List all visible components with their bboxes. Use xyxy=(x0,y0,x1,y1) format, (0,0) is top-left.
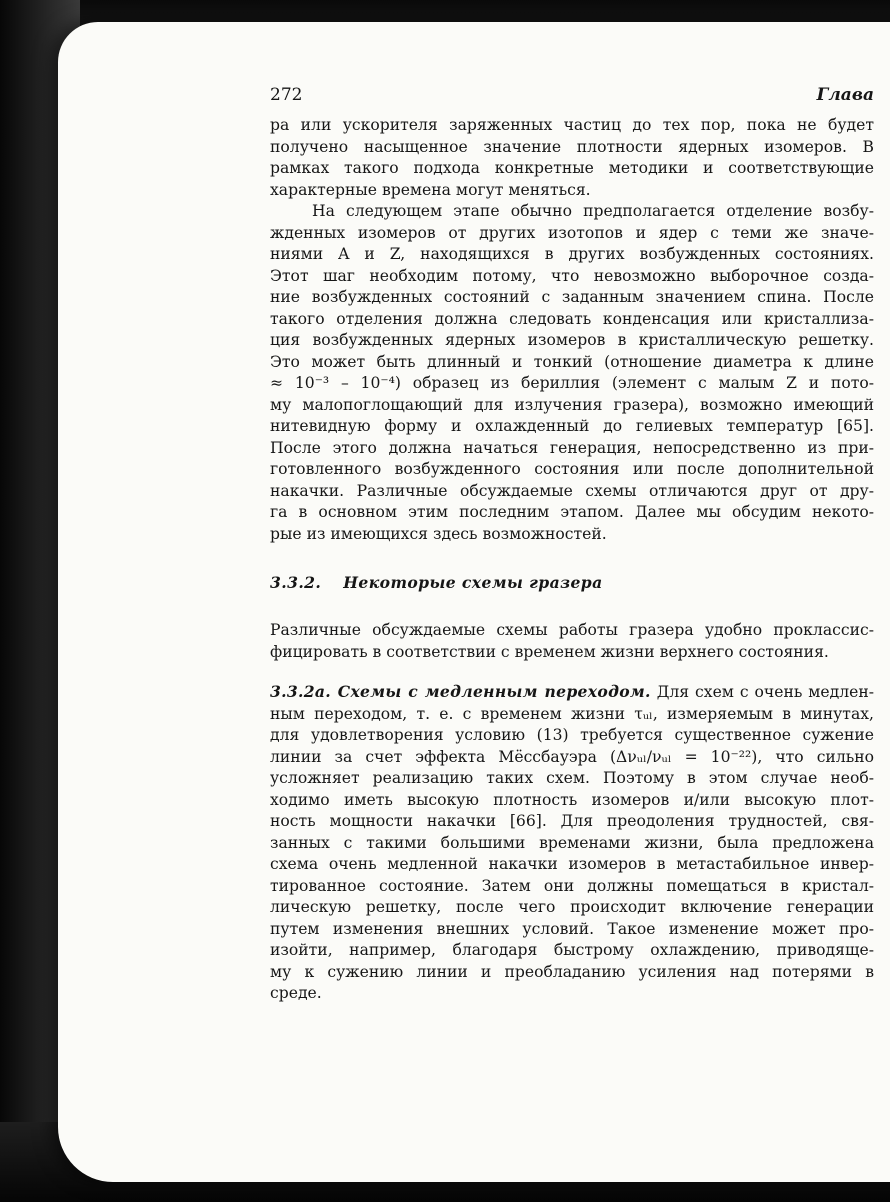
text-line: га в основном этим последним этапом. Далее мы обсудим некото- xyxy=(270,503,874,521)
text-line: путем изменения внешних условий. Такое изменение может про- xyxy=(270,919,874,938)
section-number: 3.3.2. xyxy=(270,573,322,592)
text-line: ра или ускорителя заряженных частиц до тех пор, пока не будет xyxy=(270,116,874,134)
text-line: ниями A и Z, находящихся в других возбужденных состояниях. xyxy=(270,245,874,263)
spacer xyxy=(270,663,874,681)
text-run: Для схем с очень медлен- xyxy=(650,683,874,701)
text-line: усложняет реализацию таких схем. Поэтому в этом случае необ- xyxy=(270,769,874,787)
text-line: ция возбужденных ядерных изомеров в кристаллическую решетку. xyxy=(270,331,874,349)
text-line: получено насыщенное значение плотности ядерных изомеров. В xyxy=(270,137,874,156)
text-line: ность мощности накачки [66]. Для преодоления трудностей, свя- xyxy=(270,812,874,830)
text-line xyxy=(270,681,874,704)
text-line: ным переходом, т. е. с временем жизни τᵤₗ, измеряемым в минутах, xyxy=(270,704,874,723)
text-line: нитевидную форму и охлажденный до гелиевых температур [65]. xyxy=(270,417,874,435)
page-number: 272 xyxy=(270,85,303,105)
paragraph-4 xyxy=(270,681,874,1005)
text-line: среде. xyxy=(270,984,322,1002)
text-line: му к сужению линии и преобладанию усиления над потерями в xyxy=(270,962,874,981)
chapter-label: Глава xyxy=(816,85,874,105)
text-line: лическую решетку, после чего происходит включение генерации xyxy=(270,898,874,916)
text-line: На следующем этапе обычно предполагается отделение возбу- xyxy=(312,202,874,220)
text-line: му малопоглощающий для излучения гразера), возможно имеющий xyxy=(270,395,874,414)
text-line: рамках такого подхода конкретные методики и соответствующие xyxy=(270,159,874,177)
text-line: ходимо иметь высокую плотность изомеров и/или высокую плот- xyxy=(270,790,874,809)
text-line: линии за счет эффекта Мёссбауэра (Δνᵤₗ/νᵤₗ = 10⁻²²), что сильно xyxy=(270,747,874,766)
paragraph-1 xyxy=(270,115,874,201)
text-line: жденных изомеров от других изотопов и ядер с теми же значе- xyxy=(270,223,874,242)
text-line: Различные обсуждаемые схемы работы гразера удобно проклассис- xyxy=(270,621,874,639)
text-line: ≈ 10⁻³ – 10⁻⁴) образец из бериллия (элемент с малым Z и пото- xyxy=(270,374,874,392)
text-line: тированное состояние. Затем они должны помещаться в кристал- xyxy=(270,876,874,895)
text-line: Это может быть длинный и тонкий (отношение диаметра к длине xyxy=(270,352,874,371)
subsection-heading: 3.3.2a. Схемы с медленным переходом. xyxy=(270,682,651,701)
text-line: рые из имеющихся здесь возможностей. xyxy=(270,524,607,543)
section-title: Некоторые схемы гразера xyxy=(343,573,603,592)
text-line: фицировать в соответствии с временем жизни верхнего состояния. xyxy=(270,642,829,661)
text-line: изойти, например, благодаря быстрому охлаждению, приводяще- xyxy=(270,941,874,959)
page-text-block xyxy=(270,85,874,1005)
text-line: такого отделения должна следовать конденсация или кристаллиза- xyxy=(270,309,874,328)
text-line: для удовлетворения условию (13) требуется существенное сужение xyxy=(270,726,874,744)
running-head xyxy=(270,85,874,115)
text-line: схема очень медленной накачки изомеров в метастабильное инвер- xyxy=(270,855,874,873)
text-line: После этого должна начаться генерация, непосредственно из при- xyxy=(270,438,874,457)
text-line: характерные времена могут меняться. xyxy=(270,180,591,199)
text-line: накачки. Различные обсуждаемые схемы отличаются друг от дру- xyxy=(270,481,874,500)
text-line: готовленного возбужденного состояния или после дополнительной xyxy=(270,460,874,478)
text-line: ние возбужденных состояний с заданным значением спина. После xyxy=(270,288,874,306)
section-heading xyxy=(270,573,874,592)
book-page xyxy=(58,22,890,1182)
text-line: занных с такими большими временами жизни, была предложена xyxy=(270,833,874,852)
paragraph-2 xyxy=(270,201,874,545)
text-line: Этот шаг необходим потому, что невозможно выборочное созда- xyxy=(270,266,874,285)
paragraph-3 xyxy=(270,620,874,663)
